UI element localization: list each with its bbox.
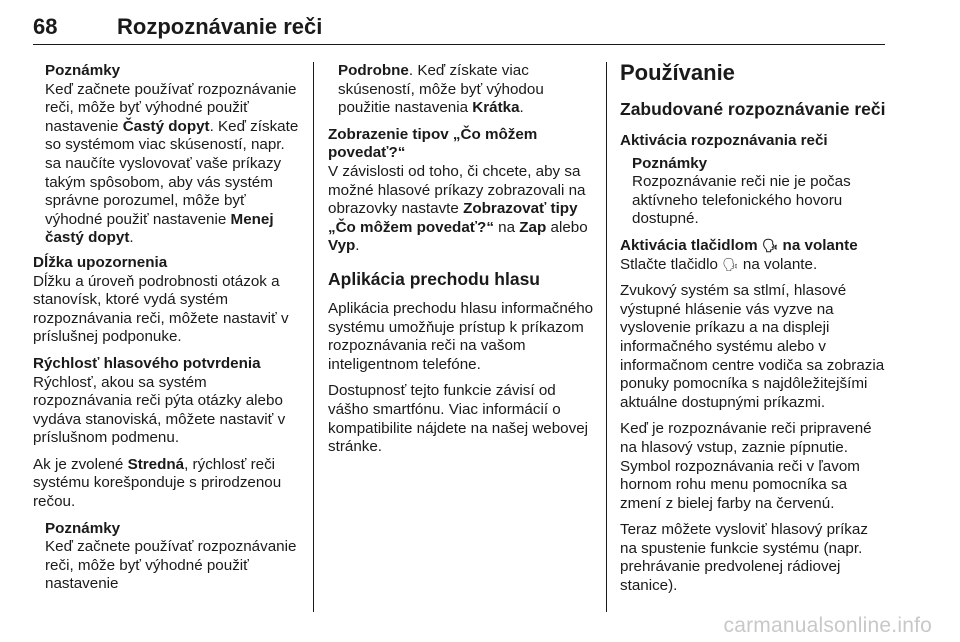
paragraph-text: , rýchlosť reči systému korešponduje s prirodzenou rečou. bbox=[33, 455, 282, 511]
section-prompt-length bbox=[33, 254, 303, 347]
column-1 bbox=[33, 62, 303, 600]
column-divider bbox=[313, 62, 314, 612]
paragraph: Dostupnosť tejto funkcie závisí od vášho smartfónu. Viac informácií o kompatibilite nájdete na našej webovej stránke. bbox=[328, 382, 589, 456]
setting-name: Zap bbox=[519, 218, 547, 236]
note-text: Keď začnete používať rozpoznávanie reči, môže byť výhodné použiť nastavenie bbox=[45, 538, 297, 593]
note-block bbox=[45, 520, 303, 594]
section-text: . bbox=[355, 237, 360, 255]
note-title: Poznámky bbox=[45, 519, 121, 537]
section-voice-speed bbox=[33, 355, 303, 448]
paragraph: Zvukový systém sa stlmí, hlasové výstupné hlásenie vás vyzve na vyslovenie príkazu a na displeji informačného systému alebo v informačnom centre vodiča sa zobrazia ponuky pomocníka s najdôležitejšími aktuálne dostupnými príkazmi. bbox=[620, 282, 885, 411]
section-text: Dĺžku a úroveň podrobnosti otázok a stanovísk, ktoré vydá systém rozpoznávania reči, môžete nastaviť v príslušnej podponuke. bbox=[33, 272, 289, 346]
heading-text: na volante bbox=[778, 236, 858, 254]
header-divider bbox=[33, 44, 885, 45]
section-text: Rýchlosť, akou sa systém rozpoznávania reči pýta otázky alebo vydáva stanoviská, môžete nastaviť v príslušnom podmenu. bbox=[33, 373, 286, 447]
setting-name: Krátka bbox=[472, 99, 520, 117]
setting-name: Častý dopyt bbox=[122, 117, 210, 135]
column-3 bbox=[620, 62, 888, 604]
section-heading: Rýchlosť hlasového potvrdenia bbox=[33, 354, 261, 372]
voice-call-icon: 🗣︎ bbox=[722, 256, 739, 272]
section-heading: Zabudované rozpoznávanie reči bbox=[620, 99, 886, 119]
note-title: Poznámky bbox=[632, 154, 708, 172]
section-text: na volante. bbox=[738, 255, 818, 273]
setting-name: Stredná bbox=[127, 455, 185, 473]
section-text: Stlačte tlačidlo bbox=[620, 255, 723, 273]
watermark: carmanualsonline.info bbox=[723, 614, 932, 637]
page-header bbox=[33, 0, 885, 46]
note-text: . Keď získate so systémom viac skúseností, napr. sa naučíte vyslovovať vaše príkazy takým spôsobom, aby vás systém správne porozumel, môže byť výhodné použiť nastavenie bbox=[45, 117, 299, 228]
page-number: 68 bbox=[33, 14, 58, 39]
setting-name: Podrobne bbox=[338, 62, 409, 79]
note-text: . Keď získate viac skúseností, môže byť výhodou použitie nastavenia bbox=[338, 62, 544, 117]
note-block bbox=[45, 62, 303, 248]
page-title: Rozpoznávanie reči bbox=[117, 14, 323, 39]
section-heading-voice-passthrough: Aplikácia prechodu hlasu bbox=[328, 268, 540, 289]
section-heading: Zobrazenie tipov „Čo môžem povedať?“ bbox=[328, 125, 538, 162]
note-text: . bbox=[129, 229, 134, 247]
setting-name: Menej častý dopyt bbox=[45, 210, 274, 247]
column-divider bbox=[606, 62, 607, 612]
section-steering-button bbox=[620, 237, 888, 274]
column-2 bbox=[328, 62, 594, 465]
setting-name: Vyp bbox=[328, 237, 356, 255]
setting-name: Zobrazovať tipy „Čo môžem povedať?“ bbox=[328, 200, 578, 236]
note-title: Poznámky bbox=[45, 62, 121, 79]
paragraph-text: Ak je zvolené bbox=[33, 455, 128, 473]
heading-text: Aktivácia tlačidlom bbox=[620, 236, 762, 254]
section-heading: Dĺžka upozornenia bbox=[33, 253, 168, 271]
section-text: V závislosti od toho, či chcete, aby sa možné hlasové príkazy zobrazovali na obrazovky nastavte bbox=[328, 162, 586, 218]
note-text: . bbox=[519, 99, 524, 117]
section-text: na bbox=[493, 218, 520, 236]
subsection-heading: Aktivácia rozpoznávania reči bbox=[620, 132, 828, 149]
chapter-heading: Používanie bbox=[620, 60, 735, 85]
section-heading bbox=[620, 237, 888, 256]
note-block bbox=[632, 155, 888, 229]
paragraph: Keď je rozpoznávanie reči pripravené na hlasový vstup, zaznie pípnutie. Symbol rozpoznávania reči v ľavom hornom rohu menu pomocníka sa zmení z bielej farby na červenú. bbox=[620, 420, 872, 512]
note-text: Rozpoznávanie reči nie je počas aktívneho telefonického hovoru dostupné. bbox=[632, 173, 851, 228]
voice-call-icon: 🗣︎ bbox=[761, 237, 779, 253]
note-continuation bbox=[338, 62, 594, 118]
paragraph: Teraz môžete vysloviť hlasový príkaz na spustenie funkcie systému (napr. prehrávanie predvolenej rádiovej stanice). bbox=[620, 521, 868, 595]
paragraph: Aplikácia prechodu hlasu informačného systému umožňuje prístup k príkazom rozpoznávania reči na vašom inteligentnom telefóne. bbox=[328, 299, 594, 373]
section-tips bbox=[328, 126, 594, 256]
note-text: Keď začnete používať rozpoznávanie reči, môže byť výhodné použiť nastavenie bbox=[45, 80, 297, 135]
paragraph bbox=[33, 456, 303, 512]
section-text: alebo bbox=[546, 218, 588, 236]
